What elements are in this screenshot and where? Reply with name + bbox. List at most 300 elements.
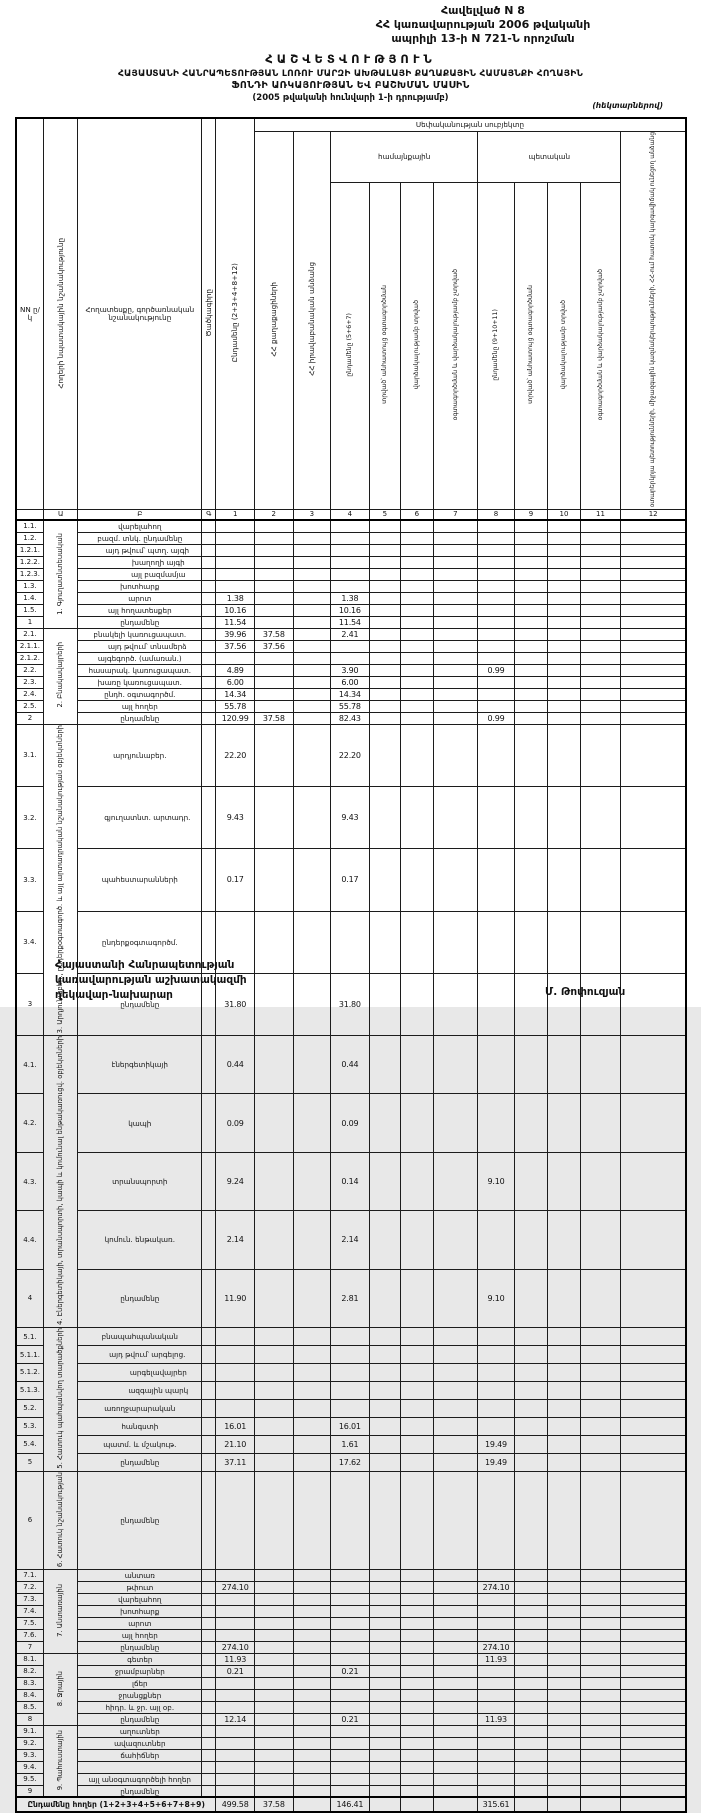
value-cell (514, 1417, 547, 1435)
value-cell (369, 676, 400, 688)
row-number: 3.4. (16, 911, 43, 973)
code-cell (202, 532, 216, 544)
value-cell (580, 1569, 621, 1581)
code-cell (202, 1641, 216, 1653)
value-cell (401, 532, 433, 544)
value-cell (548, 1399, 580, 1417)
value-cell (514, 616, 547, 628)
table-row (16, 592, 686, 604)
row-number: 3 (16, 973, 43, 1035)
value-cell (331, 911, 370, 973)
value-cell (433, 1677, 478, 1689)
code-cell (202, 1453, 216, 1471)
value-cell (621, 1641, 686, 1653)
value-cell (621, 592, 686, 604)
value-cell (580, 1269, 621, 1327)
value-cell (401, 1152, 433, 1210)
code-cell (202, 1725, 216, 1737)
value-cell (254, 1617, 293, 1629)
table-row (16, 1605, 686, 1617)
value-cell (254, 1689, 293, 1701)
value-cell (514, 1689, 547, 1701)
value-cell (621, 652, 686, 664)
value-cell (548, 973, 580, 1035)
value-cell (369, 568, 400, 580)
value-cell (580, 1737, 621, 1749)
value-cell (293, 1773, 331, 1785)
value-cell (580, 1363, 621, 1381)
value-cell (401, 556, 433, 568)
value-cell (401, 1581, 433, 1593)
value-cell (548, 1629, 580, 1641)
value-cell (401, 592, 433, 604)
value-cell: 2.41 (331, 628, 370, 640)
value-cell: 16.01 (216, 1417, 255, 1435)
value-cell (293, 520, 331, 532)
value-cell (369, 1749, 400, 1761)
value-cell (293, 688, 331, 700)
row-label: բնակելի կառուցապատ. (78, 628, 202, 640)
value-cell (433, 520, 478, 532)
column-letter-cell: 4 (331, 509, 370, 520)
value-cell (478, 628, 515, 640)
row-label: արոտ (78, 592, 202, 604)
value-cell (293, 1453, 331, 1471)
value-cell (331, 1381, 370, 1399)
value-cell: 17.62 (331, 1453, 370, 1471)
value-cell (216, 1773, 255, 1785)
value-cell (548, 1471, 580, 1569)
value-cell (369, 1677, 400, 1689)
value-cell (548, 616, 580, 628)
code-cell (202, 849, 216, 911)
value-cell (548, 1363, 580, 1381)
value-cell: 9.24 (216, 1152, 255, 1210)
value-cell (478, 1749, 515, 1761)
value-cell (331, 640, 370, 652)
value-cell (433, 1629, 478, 1641)
value-cell: 16.01 (331, 1417, 370, 1435)
value-cell (580, 556, 621, 568)
value-cell (621, 1211, 686, 1269)
row-number: 7 (16, 1641, 43, 1653)
value-cell (580, 1211, 621, 1269)
table-row (16, 1435, 686, 1453)
value-cell (401, 652, 433, 664)
appendix-line-1: Հավելված N 8 (441, 4, 525, 17)
value-cell (621, 628, 686, 640)
header-community-given-free: տրված՝ անհատույց օգտագործման (369, 183, 400, 509)
code-cell (202, 568, 216, 580)
code-cell (202, 1629, 216, 1641)
row-number: 1.2.2. (16, 556, 43, 568)
value-cell (548, 1036, 580, 1094)
value-cell (433, 1211, 478, 1269)
value-cell (369, 532, 400, 544)
value-cell (433, 640, 478, 652)
code-cell (202, 1094, 216, 1152)
value-cell (580, 1629, 621, 1641)
table-row (16, 1653, 686, 1665)
value-cell (254, 1328, 293, 1346)
value-cell (514, 1328, 547, 1346)
value-cell (580, 849, 621, 911)
value-cell (433, 1701, 478, 1713)
value-cell (514, 1381, 547, 1399)
value-cell (293, 556, 331, 568)
value-cell (478, 786, 515, 848)
code-cell (202, 1211, 216, 1269)
value-cell (401, 604, 433, 616)
table-row (16, 604, 686, 616)
value-cell (433, 688, 478, 700)
code-cell (202, 1653, 216, 1665)
value-cell (580, 1725, 621, 1737)
code-cell (202, 712, 216, 724)
value-cell: 274.10 (216, 1581, 255, 1593)
value-cell (433, 1641, 478, 1653)
value-cell (433, 1653, 478, 1665)
table-row (16, 1152, 686, 1210)
value-cell (401, 700, 433, 712)
value-cell (548, 520, 580, 532)
value-cell (401, 1381, 433, 1399)
value-cell (216, 1399, 255, 1417)
value-cell (514, 1773, 547, 1785)
row-label: ընդամենը (78, 1713, 202, 1725)
value-cell (331, 1581, 370, 1593)
value-cell (369, 1713, 400, 1725)
code-cell (202, 724, 216, 786)
value-cell (548, 712, 580, 724)
column-letter-cell: 12 (621, 509, 686, 520)
value-cell (433, 568, 478, 580)
column-letter-cell (16, 509, 43, 520)
value-cell: 0.99 (478, 712, 515, 724)
value-cell (514, 1785, 547, 1797)
value-cell (580, 568, 621, 580)
row-label: այլ հողատեսքեր (78, 604, 202, 616)
value-cell (433, 1761, 478, 1773)
row-label: անտառ (78, 1569, 202, 1581)
row-number: 1 (16, 616, 43, 628)
section-label: 6. Հատուկ նշանակության (43, 1471, 78, 1569)
value-cell (401, 1617, 433, 1629)
value-cell (580, 616, 621, 628)
value-cell (514, 640, 547, 652)
value-cell (514, 532, 547, 544)
value-cell (254, 1653, 293, 1665)
value-cell (548, 1725, 580, 1737)
value-cell (433, 676, 478, 688)
value-cell (216, 1677, 255, 1689)
value-cell: 11.54 (331, 616, 370, 628)
row-number: 2 (16, 712, 43, 724)
value-cell (514, 1761, 547, 1773)
row-number: 9 (16, 1785, 43, 1797)
header-state-given-free: տրված՝ անհատույց օգտագործման (514, 183, 547, 509)
value-cell (369, 628, 400, 640)
value-cell (548, 1677, 580, 1689)
code-cell (202, 1363, 216, 1381)
value-cell (548, 1701, 580, 1713)
value-cell (621, 786, 686, 848)
value-cell (331, 568, 370, 580)
value-cell (254, 1346, 293, 1364)
value-cell (401, 1725, 433, 1737)
value-cell (369, 640, 400, 652)
value-cell (580, 1665, 621, 1677)
value-cell (514, 1435, 547, 1453)
value-cell (478, 1363, 515, 1381)
table-row (16, 1569, 686, 1581)
row-number: 9.4. (16, 1761, 43, 1773)
value-cell: 9.10 (478, 1152, 515, 1210)
value-cell (621, 724, 686, 786)
value-cell (401, 1435, 433, 1453)
value-cell (331, 544, 370, 556)
code-cell (202, 520, 216, 532)
value-cell (369, 1617, 400, 1629)
value-cell (331, 1593, 370, 1605)
value-cell (433, 1785, 478, 1797)
row-label: հասարակ. կառուցապատ. (78, 664, 202, 676)
row-number: 9.5. (16, 1773, 43, 1785)
row-number: 2.1.2. (16, 652, 43, 664)
value-cell (331, 1399, 370, 1417)
value-cell (369, 1797, 400, 1812)
value-cell (401, 1328, 433, 1346)
value-cell (331, 556, 370, 568)
value-cell (580, 1435, 621, 1453)
value-cell (293, 1641, 331, 1653)
table-row (16, 724, 686, 786)
value-cell (621, 1593, 686, 1605)
value-cell (331, 532, 370, 544)
table-row (16, 1346, 686, 1364)
row-label: ընդերքօգտագործմ. (78, 911, 202, 973)
row-label: խաղողի այգի (78, 556, 202, 568)
row-label: ջրանցքներ (78, 1689, 202, 1701)
value-cell (369, 1417, 400, 1435)
value-cell (621, 1346, 686, 1364)
table-row (16, 1269, 686, 1327)
value-cell (401, 1737, 433, 1749)
value-cell: 55.78 (216, 700, 255, 712)
value-cell (548, 1453, 580, 1471)
value-cell (514, 556, 547, 568)
value-cell (293, 1211, 331, 1269)
value-cell (401, 568, 433, 580)
value-cell (621, 520, 686, 532)
value-cell (433, 652, 478, 664)
value-cell (254, 1593, 293, 1605)
value-cell (548, 1581, 580, 1593)
column-letter-cell: 6 (401, 509, 433, 520)
table-row (16, 664, 686, 676)
value-cell (293, 1381, 331, 1399)
value-cell (580, 1152, 621, 1210)
value-cell (514, 1569, 547, 1581)
value-cell (401, 1417, 433, 1435)
value-cell (331, 1785, 370, 1797)
value-cell (514, 1665, 547, 1677)
row-number: 4.4. (16, 1211, 43, 1269)
value-cell (548, 1653, 580, 1665)
value-cell (216, 1381, 255, 1399)
row-number: 1.5. (16, 604, 43, 616)
value-cell (580, 664, 621, 676)
value-cell (216, 568, 255, 580)
value-cell (254, 1453, 293, 1471)
row-number: 7.4. (16, 1605, 43, 1617)
header-state-group: պետական (478, 131, 621, 183)
value-cell (254, 1471, 293, 1569)
value-cell (331, 1363, 370, 1381)
value-cell: 14.34 (331, 688, 370, 700)
header-state-not-given: օգտագործման և վարձակալությամբ չտրված (580, 183, 621, 509)
value-cell (293, 700, 331, 712)
value-cell (401, 1641, 433, 1653)
value-cell (621, 1749, 686, 1761)
value-cell (401, 616, 433, 628)
value-cell: 9.10 (478, 1269, 515, 1327)
value-cell (331, 1605, 370, 1617)
row-label: հիդր. և ջր. այլ օբ. (78, 1701, 202, 1713)
value-cell (580, 1773, 621, 1785)
value-cell (580, 1381, 621, 1399)
header-purpose: Հողերի նպատակային նշանակությունը (43, 118, 78, 509)
value-cell (548, 786, 580, 848)
code-cell (202, 1701, 216, 1713)
value-cell (433, 1773, 478, 1785)
value-cell (216, 652, 255, 664)
value-cell (369, 1363, 400, 1381)
row-number: 9.2. (16, 1737, 43, 1749)
value-cell (433, 1471, 478, 1569)
value-cell (621, 604, 686, 616)
value-cell (478, 652, 515, 664)
value-cell: 315.61 (478, 1797, 515, 1812)
appendix-line-3: ապրիլի 13-ի N 721-Ն որոշման (391, 31, 575, 45)
value-cell (478, 1036, 515, 1094)
value-cell (293, 1569, 331, 1581)
value-cell (369, 580, 400, 592)
value-cell (254, 786, 293, 848)
value-cell (580, 1581, 621, 1593)
value-cell (401, 1749, 433, 1761)
table-row (16, 1773, 686, 1785)
value-cell (433, 712, 478, 724)
value-cell (433, 532, 478, 544)
value-cell (293, 1677, 331, 1689)
header-state-leased: վարձակալությամբ տրված (548, 183, 580, 509)
value-cell (621, 1653, 686, 1665)
value-cell (621, 1701, 686, 1713)
value-cell: 37.11 (216, 1453, 255, 1471)
row-number: 1.1. (16, 520, 43, 532)
row-label: այդ թվում՝ տնամերձ (78, 640, 202, 652)
value-cell (369, 724, 400, 786)
row-number: 5.2. (16, 1399, 43, 1417)
value-cell (478, 1569, 515, 1581)
value-cell (293, 664, 331, 676)
value-cell (478, 1629, 515, 1641)
value-cell (478, 580, 515, 592)
value-cell (514, 1453, 547, 1471)
value-cell (401, 849, 433, 911)
value-cell: 274.10 (216, 1641, 255, 1653)
row-label (78, 1761, 202, 1773)
value-cell (514, 1211, 547, 1269)
value-cell (478, 1677, 515, 1689)
header-landtype: Հողատեսքը, գործառնական նշանակությունը (78, 118, 202, 509)
value-cell (401, 1211, 433, 1269)
value-cell: 9.43 (216, 786, 255, 848)
table-row (16, 1629, 686, 1641)
value-cell (254, 1785, 293, 1797)
value-cell: 39.96 (216, 628, 255, 640)
value-cell (216, 1725, 255, 1737)
value-cell (478, 1605, 515, 1617)
value-cell (548, 1269, 580, 1327)
value-cell (401, 664, 433, 676)
table-row (16, 1399, 686, 1417)
value-cell (216, 1346, 255, 1364)
value-cell (548, 911, 580, 973)
row-label: արոտ (78, 1617, 202, 1629)
value-cell (369, 1211, 400, 1269)
value-cell (580, 973, 621, 1035)
value-cell: 31.80 (216, 973, 255, 1035)
column-letter-cell: 9 (514, 509, 547, 520)
value-cell (548, 1152, 580, 1210)
value-cell (254, 1269, 293, 1327)
value-cell (293, 616, 331, 628)
value-cell (331, 1749, 370, 1761)
code-cell (202, 1036, 216, 1094)
value-cell (433, 1036, 478, 1094)
value-cell (580, 1653, 621, 1665)
row-label: ընդամենը (78, 1453, 202, 1471)
value-cell: 31.80 (331, 973, 370, 1035)
footer-signatory-title (55, 958, 247, 1003)
value-cell (254, 1399, 293, 1417)
code-cell (202, 652, 216, 664)
column-letter-cell: Գ (202, 509, 216, 520)
table-row (16, 1363, 686, 1381)
table-row (16, 1761, 686, 1773)
value-cell (293, 1094, 331, 1152)
value-cell (369, 849, 400, 911)
table-row (16, 1677, 686, 1689)
value-cell (254, 676, 293, 688)
value-cell (580, 1785, 621, 1797)
value-cell (548, 1381, 580, 1399)
value-cell: 3.90 (331, 664, 370, 676)
value-cell (514, 1629, 547, 1641)
value-cell (254, 544, 293, 556)
value-cell: 6.00 (216, 676, 255, 688)
value-cell: 0.09 (331, 1094, 370, 1152)
table-row (16, 1617, 686, 1629)
table-row (16, 1689, 686, 1701)
section-label: 9. Պահուստային (43, 1725, 78, 1797)
value-cell (514, 652, 547, 664)
value-cell (514, 1269, 547, 1327)
value-cell (401, 1346, 433, 1364)
value-cell: 11.93 (478, 1653, 515, 1665)
